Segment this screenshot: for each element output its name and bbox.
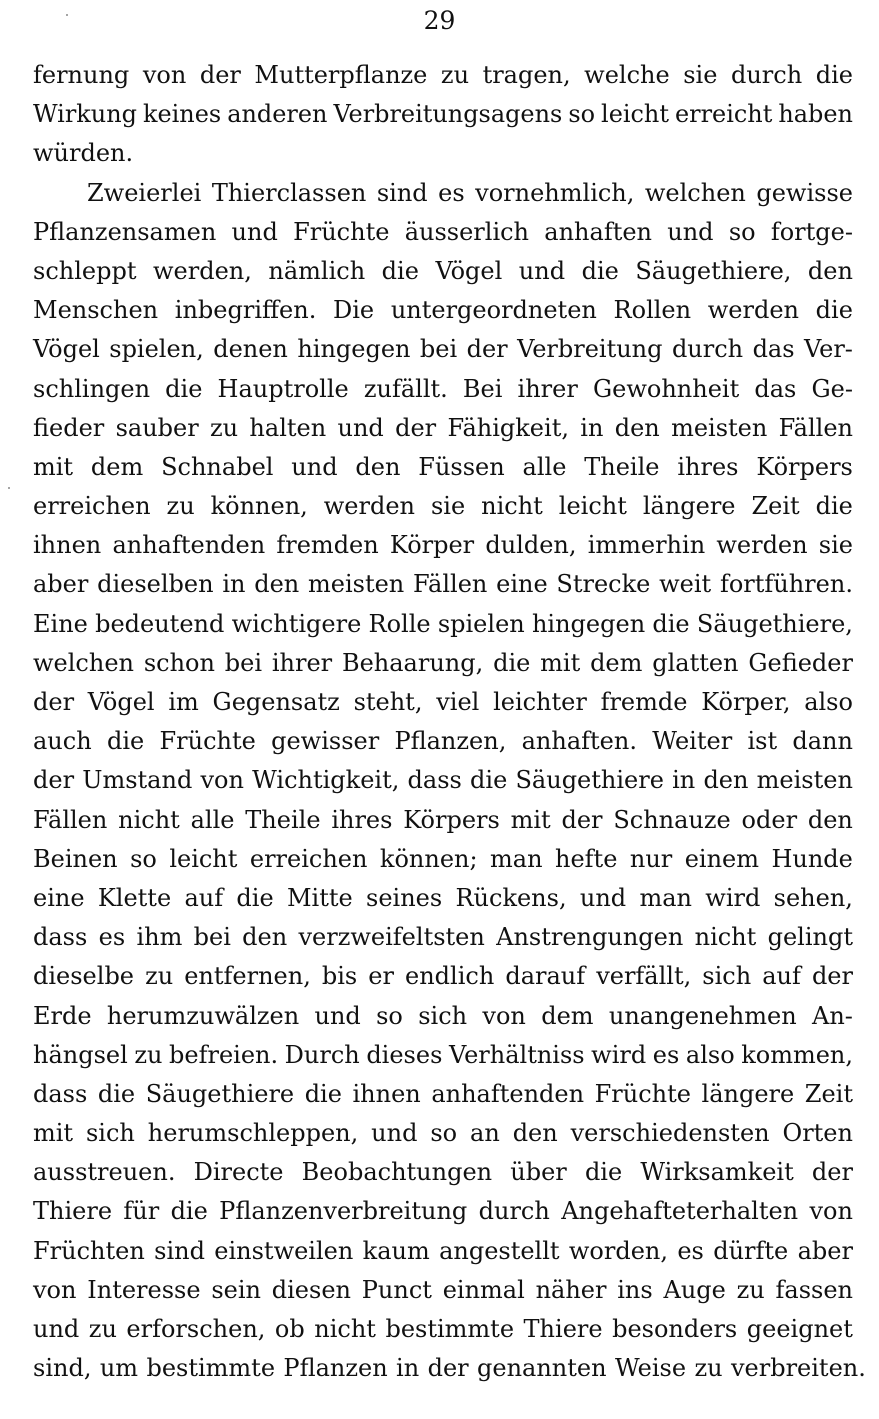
text-line: welchen schon bei ihrer Behaarung, die mit dem glatten Gefieder xyxy=(33,648,853,677)
text-line: schleppt werden, nämlich die Vögel und die Säugethiere, den xyxy=(33,256,853,285)
margin-mark xyxy=(8,487,10,489)
text-line: ausstreuen. Directe Beobachtungen über die Wirksamkeit der xyxy=(33,1158,853,1187)
text-line: der Vögel im Gegensatz steht, viel leichter fremde Körper, also xyxy=(33,688,853,716)
text-line: fernung von der Mutterpflanze zu tragen, welche sie durch die xyxy=(33,61,853,89)
text-line: der Umstand von Wichtigkeit, dass die Säugethiere in den meisten xyxy=(33,766,853,795)
text-line: auch die Früchte gewisser Pflanzen, anhaften. Weiter ist dann xyxy=(33,727,853,756)
text-line: Menschen inbegriffen. Die untergeordneten Rollen werden die xyxy=(33,296,853,325)
text-line: würden. xyxy=(33,139,134,168)
text-line: fieder sauber zu halten und der Fähigkeit, in den meisten Fällen xyxy=(33,413,853,442)
text-line: dieselbe zu entfernen, bis er endlich darauf verfällt, sich auf der xyxy=(33,962,853,991)
paragraph xyxy=(33,56,853,174)
text-line: Beinen so leicht erreichen können; man hefte nur einem Hunde xyxy=(33,844,853,873)
text-line: Wirkung keines anderen Verbreitungsagens so leicht erreicht haben xyxy=(33,100,853,129)
text-line: ihnen anhaftenden fremden Körper dulden, immerhin werden sie xyxy=(33,531,853,560)
text-line: Fällen nicht alle Theile ihres Körpers mit der Schnauze oder den xyxy=(33,805,853,834)
text-line: Thiere für die Pflanzenverbreitung durch Angehafteterhalten von xyxy=(33,1197,853,1226)
text-line: sind, um bestimmte Pflanzen in der genannten Weise zu verbreiten. xyxy=(33,1354,866,1383)
page-number: 29 xyxy=(423,6,456,35)
body-text xyxy=(33,56,866,1388)
text-line: Eine bedeutend wichtigere Rolle spielen hingegen die Säugethiere, xyxy=(33,609,853,638)
margin-mark xyxy=(66,14,68,16)
text-line: und zu erforschen, ob nicht bestimmte Thiere besonders geeignet xyxy=(33,1315,853,1343)
text-line: von Interesse sein diesen Punct einmal näher ins Auge zu fassen xyxy=(33,1275,853,1304)
text-line: Vögel spielen, denen hingegen bei der Verbreitung durch das Ver- xyxy=(33,335,853,364)
text-line: mit sich herumschleppen, und so an den verschiedensten Orten xyxy=(33,1119,853,1148)
text-line: Früchten sind einstweilen kaum angestellt worden, es dürfte aber xyxy=(33,1236,853,1265)
text-line: dass es ihm bei den verzweifeltsten Anstrengungen nicht gelingt xyxy=(33,923,853,952)
paragraph xyxy=(33,174,866,1389)
text-line: eine Klette auf die Mitte seines Rückens, und man wird sehen, xyxy=(33,883,853,912)
text-line: dass die Säugethiere die ihnen anhaftenden Früchte längere Zeit xyxy=(33,1079,853,1108)
text-line: Erde herumzuwälzen und so sich von dem unangenehmen An- xyxy=(33,1001,853,1030)
text-line: schlingen die Hauptrolle zufällt. Bei ihrer Gewohnheit das Ge- xyxy=(33,374,853,403)
text-line: hängsel zu befreien. Durch dieses Verhältniss wird es also kommen, xyxy=(33,1040,853,1069)
text-line: aber dieselben in den meisten Fällen eine Strecke weit fortführen. xyxy=(33,570,853,599)
text-line: mit dem Schnabel und den Füssen alle Theile ihres Körpers xyxy=(33,452,853,481)
text-line: Pflanzensamen und Früchte äusserlich anhaften und so fortge- xyxy=(33,217,853,246)
text-line: erreichen zu können, werden sie nicht leicht längere Zeit die xyxy=(33,492,853,521)
text-line: Zweierlei Thierclassen sind es vornehmlich, welchen gewisse xyxy=(87,178,853,207)
